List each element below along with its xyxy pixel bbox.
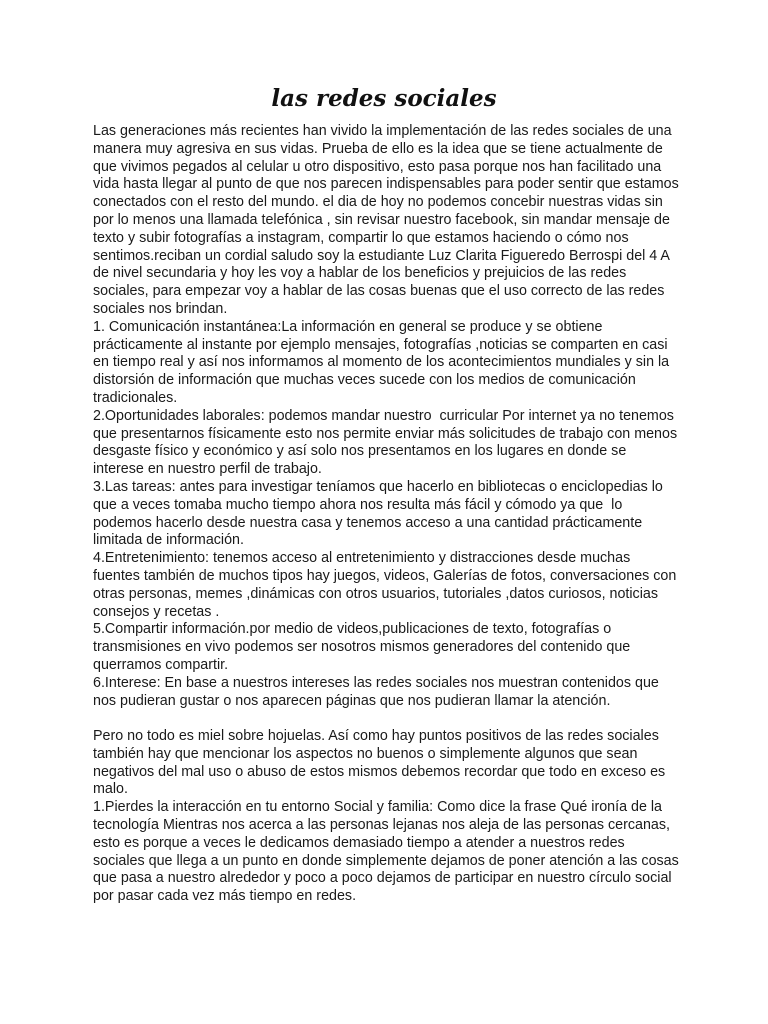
paragraph-point-6: 6.Interese: En base a nuestros intereses las redes sociales nos muestran contenidos que nos pudieran gustar o nos aparecen páginas que nos pudieran llamar la atención.: [93, 674, 663, 709]
paragraph-negative-1: 1.Pierdes la interacción en tu entorno Social y familia: Como dice la frase Qué ironía de la tecnología Mientras nos acerca a las personas lejanas nos aleja de las personas cercanas, esto es porque a veces le dedicamos demasiado tiempo a atender a nuestros redes sociales que llega a un punto en donde simplemente dejamos de poner atención a las cosas que pasa a nuestro alrededor y poco a poco dejamos de participar en nuestro círculo social por pasar cada vez más tiempo en redes.: [93, 799, 683, 905]
paragraph-point-4: 4.Entretenimiento: tenemos acceso al entretenimiento y distracciones desde muchas fuentes también de muchos tipos hay juegos, videos, Galerías de fotos, conversaciones con otras personas, memes ,dinámicas con otros usuarios, tutoriales ,datos curiosos, noticias consejos y recetas .: [93, 550, 681, 620]
paragraph-point-2: 2.Oportunidades laborales: podemos mandar nuestro curricular Por internet ya no tenemos que presentarnos físicamente esto nos permite enviar más solicitudes de trabajo con menos desgaste físico y económico y así solo nos presentamos en los lugares en donde se interese en nuestro perfil de trabajo.: [93, 407, 682, 478]
paragraph-point-5: 5.Compartir información.por medio de videos,publicaciones de texto, fotografías o transmisiones en vivo podemos ser nosotros mismos generadores del contenido que querramos compartir.: [93, 621, 635, 673]
paragraph-point-1: 1. Comunicación instantánea:La información en general se produce y se obtiene prácticamente al instante por ejemplo mensajes, fotografías ,noticias se comparten en casi en tiempo real y así nos informamos al momento de los acontecimientos mundiales y sin la distorsión de información que muchas veces sucede con los medios de comunicación tradicionales.: [93, 318, 674, 406]
document-body: [93, 123, 683, 906]
blank-line: [93, 710, 679, 728]
document-title: las redes sociales: [271, 85, 497, 112]
paragraph-point-3: 3.Las tareas: antes para investigar teníamos que hacerlo en bibliotecas o enciclopedias lo que a veces tomaba mucho tiempo ahora nos resulta más fácil y cómodo ya que lo podemos hacerlo desde nuestra casa y tenemos acceso a una cantidad prácticamente limitada de información.: [93, 478, 667, 549]
paragraph-intro: Las generaciones más recientes han vivido la implementación de las redes sociales de una manera muy agresiva en sus vidas. Prueba de ello es la idea que se tiene actualmente de que vivimos pegados al celular u otro dispositivo, esto pasa porque nos han facilitado una vida hasta llegar al punto de que nos parecen indispensables para poder sentir que estamos conectados con el resto del mundo. el dia de hoy no podemos concebir nuestras vidas sin por lo menos una llamada telefónica , sin revisar nuestro facebook, sin mandar mensaje de texto y subir fotografías a instagram, compartir lo que estamos haciendo o cómo nos sentimos.reciban un cordial saludo soy la estudiante Luz Clarita Figueredo Berrospi del 4 A de nivel secundaria y hoy les voy a hablar de los beneficios y prejuicios de las redes sociales, para empezar voy a hablar de las cosas buenas que el uso correcto de las redes sociales nos brindan.: [93, 123, 683, 317]
paragraph-negatives-intro: Pero no todo es miel sobre hojuelas. Así como hay puntos positivos de las redes sociales también hay que mencionar los aspectos no buenos o simplemente algunos que sean negativos del mal uso o abuso de estos mismos debemos recordar que todo en exceso es malo.: [93, 728, 670, 798]
